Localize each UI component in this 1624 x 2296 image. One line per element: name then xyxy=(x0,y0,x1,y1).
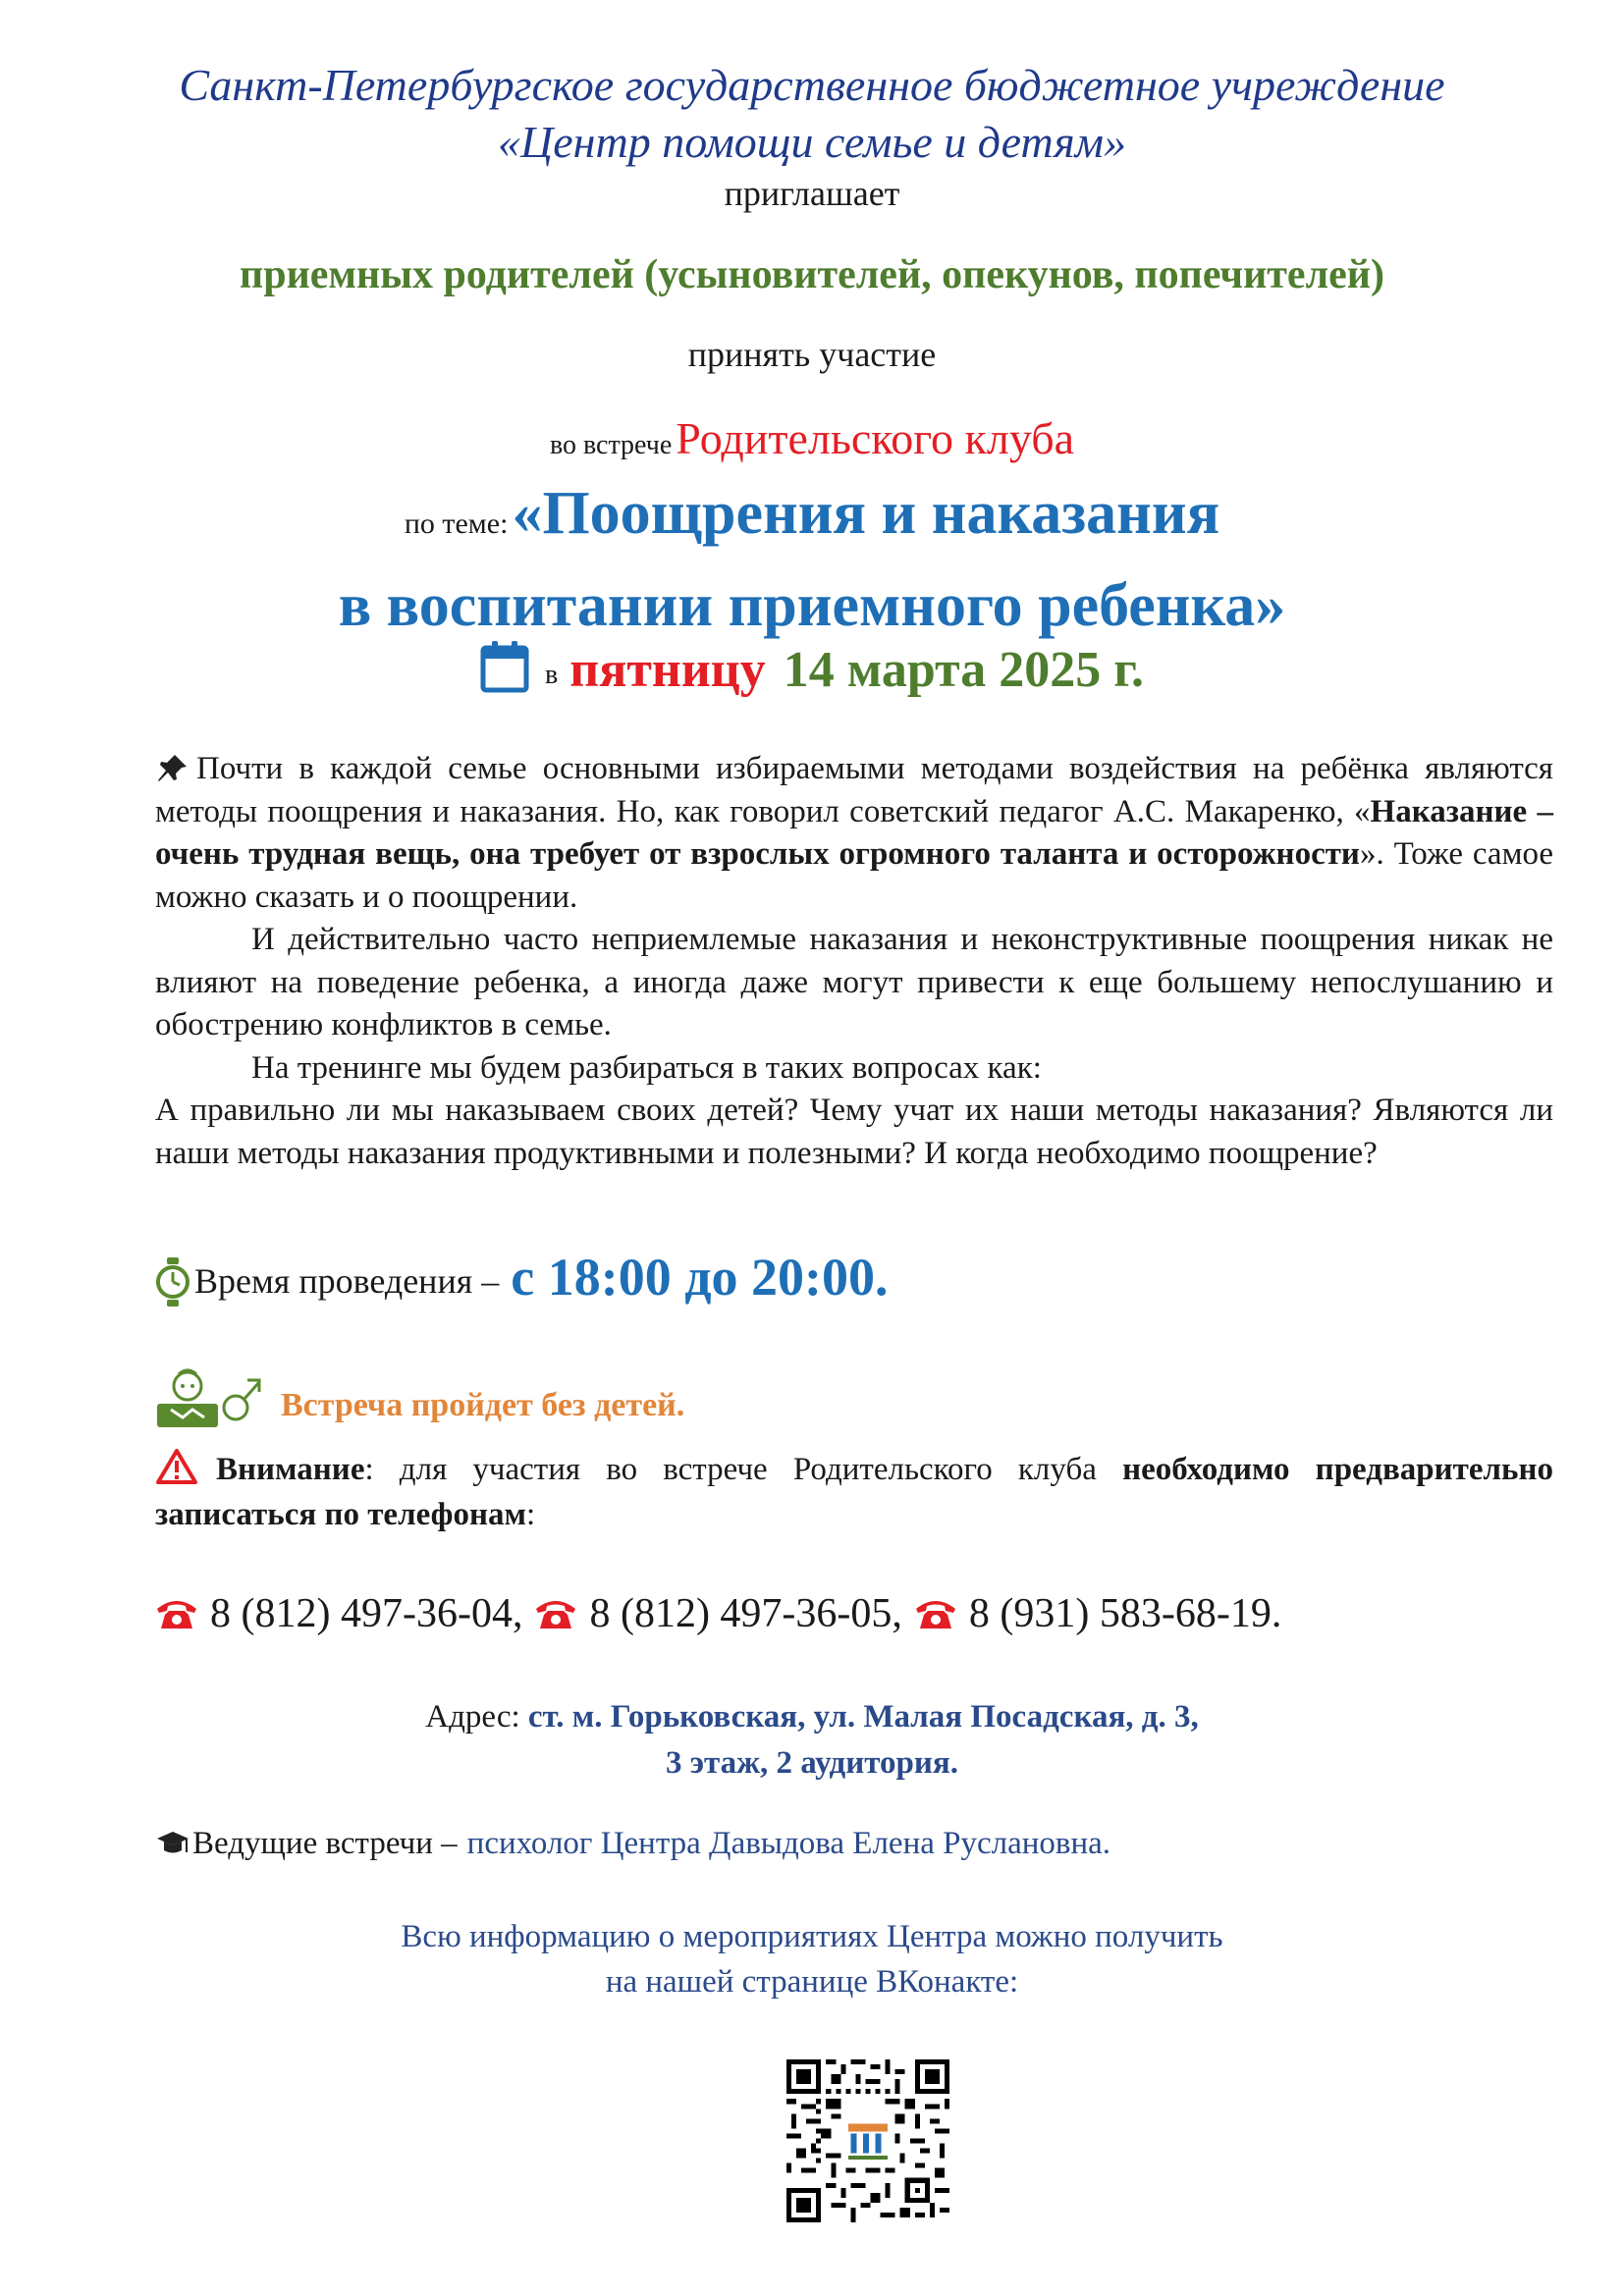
parent-child-icon xyxy=(155,1368,220,1429)
description-p1-end: ». Тоже самое можно сказать и о поощрении. xyxy=(155,836,1553,915)
topic-prefix: по теме: xyxy=(404,507,509,540)
hosts-name: психолог Центра Давыдова Елена Руслановна. xyxy=(466,1826,1111,1861)
meeting-line xyxy=(0,412,1624,464)
pushpin-icon xyxy=(155,753,189,782)
attention-bold: необходимо предварительно записаться по телефонам xyxy=(155,1452,1553,1532)
club-name: Родительского клуба xyxy=(676,413,1075,463)
phone-list xyxy=(155,1590,1281,1637)
topic-title-line-2: в воспитании приемного ребенка» xyxy=(338,572,1286,639)
male-symbol-icon xyxy=(220,1374,263,1423)
hosts-line xyxy=(155,1826,1110,1862)
calendar-icon xyxy=(480,640,529,693)
time-label: Время проведения – xyxy=(194,1261,500,1301)
phone-icon xyxy=(534,1597,577,1630)
info-block xyxy=(0,1914,1624,2004)
description xyxy=(155,748,1553,1175)
attention-text: : для участия во встрече Родительского клуба xyxy=(364,1452,1123,1487)
info-line-2: на нашей странице ВКонакте: xyxy=(605,1964,1019,2000)
phone-item[interactable] xyxy=(534,1590,901,1637)
phone-item[interactable] xyxy=(155,1590,522,1637)
participate-text: принять участие xyxy=(687,335,937,374)
graduation-cap-icon xyxy=(155,1829,190,1860)
description-paragraph-3: На тренинге мы будем разбираться в таких вопросах как: xyxy=(251,1049,1042,1086)
qr-code[interactable] xyxy=(786,2059,949,2222)
phone-item[interactable] xyxy=(914,1590,1281,1637)
phone-icon xyxy=(914,1597,957,1630)
phone-number: 8 (812) 497-36-05, xyxy=(589,1591,902,1636)
meeting-date: 14 марта 2025 г. xyxy=(783,642,1144,698)
address-line-2: 3 этаж, 2 аудитория. xyxy=(666,1745,958,1781)
time-value: с 18:00 до 20:00. xyxy=(511,1248,889,1307)
meeting-day: пятницу xyxy=(569,642,766,698)
warning-icon xyxy=(155,1448,198,1485)
no-kids-text: Встреча пройдет без детей. xyxy=(281,1387,685,1423)
audience-text: приемных родителей (усыновителей, опекунов, попечителей) xyxy=(240,252,1384,297)
address-label: Адрес: xyxy=(425,1699,520,1735)
attention-block xyxy=(155,1447,1553,1537)
time-line xyxy=(155,1235,889,1308)
organization-name xyxy=(98,57,1526,171)
topic-block xyxy=(0,475,1624,644)
invites-text: приглашает xyxy=(724,174,900,213)
organization-line-2: «Центр помощи семье и детям» xyxy=(498,117,1126,167)
hosts-label: Ведущие встречи – xyxy=(192,1826,458,1861)
topic-title-line-1: «Поощрения и наказания xyxy=(512,480,1220,547)
description-paragraph-2: И действительно часто неприемлемые наказания и неконструктивные поощрения никак не влияют на поведение ребенка, а иногда даже могут привести к еще большему непослушанию и обострению конфликтов в семье. xyxy=(155,922,1553,1042)
makarenko-quote: Наказание – очень трудная вещь, она требует от взрослых огромного таланта и осторожности xyxy=(155,793,1553,872)
phone-number: 8 (812) 497-36-04, xyxy=(210,1591,523,1636)
attention-label: Внимание xyxy=(216,1452,365,1487)
address-line-1: ст. м. Горьковская, ул. Малая Посадская, д. 3, xyxy=(527,1699,1199,1735)
stopwatch-icon xyxy=(155,1256,190,1308)
organization-line-1: Санкт-Петербургское государственное бюджетное учреждение xyxy=(179,60,1445,110)
date-line xyxy=(0,628,1624,699)
attention-end: : xyxy=(525,1497,536,1532)
description-paragraph-1 xyxy=(155,748,1553,919)
phone-number: 8 (931) 583-68-19. xyxy=(968,1591,1282,1636)
meeting-prefix: во встрече xyxy=(549,430,673,460)
date-prefix: в xyxy=(545,660,559,690)
description-p1-start: Почти в каждой семье основными избираемыми методами воздействия на ребёнка являются методы поощрения и наказания. Но, как говорил советский педагог А.С. Макаренко, « xyxy=(155,751,1553,829)
phone-icon xyxy=(155,1597,198,1630)
address-block xyxy=(0,1694,1624,1787)
description-paragraph-4: А правильно ли мы наказываем своих детей? Чему учат их наши методы наказания? Являются ли наши методы наказания продуктивными и полезными? И когда необходимо поощрение? xyxy=(155,1093,1553,1171)
no-kids-line xyxy=(155,1366,684,1431)
info-line-1: Всю информацию о мероприятиях Центра можно получить xyxy=(401,1919,1223,1954)
